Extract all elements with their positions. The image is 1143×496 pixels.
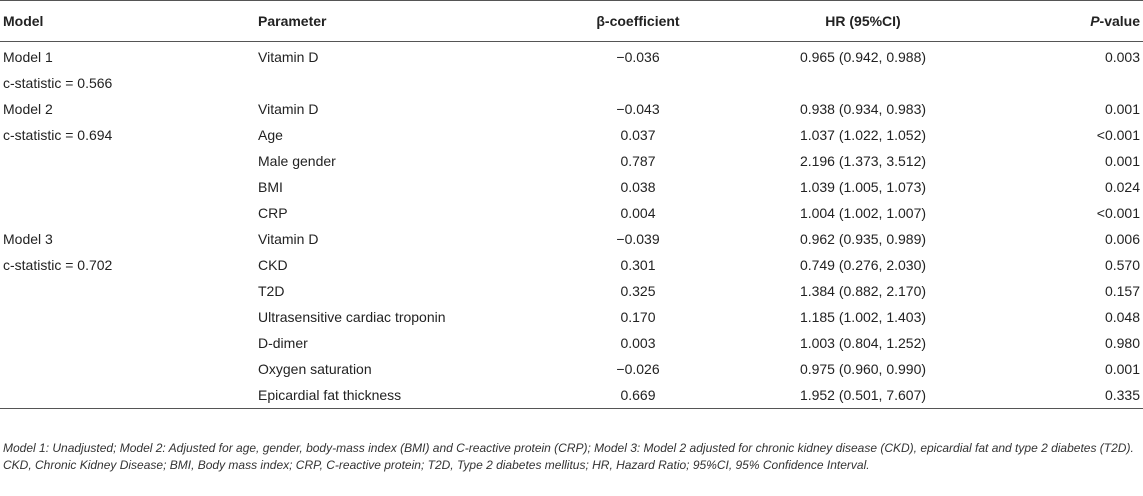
- header-row: [0, 1, 1143, 42]
- table-row: [0, 200, 1143, 226]
- cell-hazard-ratio: 1.384 (0.882, 2.170): [799, 283, 927, 299]
- cell-p-value: 0.001: [1104, 101, 1140, 117]
- cell-parameter: Vitamin D: [258, 101, 319, 117]
- cell-p-value: 0.006: [1104, 231, 1140, 247]
- cell-parameter: [258, 70, 558, 96]
- table-row: [0, 70, 1143, 96]
- table-row: [0, 96, 1143, 122]
- header-parameter: Parameter: [258, 1, 558, 42]
- cell-p-value: <0.001: [1096, 127, 1140, 143]
- cell-model: c-statistic = 0.702: [3, 257, 113, 273]
- cell-hazard-ratio: 0.962 (0.935, 0.989): [799, 231, 927, 247]
- cell-p-value: 0.980: [1104, 335, 1140, 351]
- cell-model: [0, 200, 258, 226]
- cell-beta-coefficient: 0.004: [620, 205, 656, 221]
- cell-parameter: BMI: [258, 179, 283, 195]
- cell-hazard-ratio: [718, 70, 1008, 96]
- header-hazard-ratio: HR (95%CI): [718, 1, 1008, 42]
- table-row: [0, 356, 1143, 382]
- cell-parameter: CKD: [258, 257, 288, 273]
- cell-model: [0, 304, 258, 330]
- table-row: [0, 278, 1143, 304]
- cell-p-value: 0.001: [1104, 361, 1140, 377]
- cell-beta-coefficient: 0.038: [620, 179, 656, 195]
- cell-hazard-ratio: 0.749 (0.276, 2.030): [799, 257, 927, 273]
- cell-parameter: Oxygen saturation: [258, 361, 372, 377]
- cell-model: c-statistic = 0.694: [3, 127, 113, 143]
- cell-parameter: D-dimer: [258, 335, 308, 351]
- table-body: [0, 42, 1143, 409]
- cell-hazard-ratio: 0.938 (0.934, 0.983): [799, 101, 927, 117]
- header-beta-coefficient: β-coefficient: [558, 1, 718, 42]
- table-row: [0, 304, 1143, 330]
- cell-parameter: Epicardial fat thickness: [258, 382, 558, 409]
- cell-model: Model 3: [3, 231, 53, 247]
- cell-hazard-ratio: 1.037 (1.022, 1.052): [799, 127, 927, 143]
- cell-model: [0, 174, 258, 200]
- cell-hazard-ratio: 1.004 (1.002, 1.007): [799, 205, 927, 221]
- cell-beta-coefficient: 0.301: [620, 257, 656, 273]
- cell-beta-coefficient: 0.787: [620, 153, 656, 169]
- cell-model: Model 1: [3, 49, 53, 65]
- cell-p-value: 0.048: [1104, 309, 1140, 325]
- cell-beta-coefficient: 0.037: [620, 127, 656, 143]
- cell-model: [0, 356, 258, 382]
- header-p-suffix: -value: [1099, 13, 1140, 29]
- cell-beta-coefficient: [558, 70, 718, 96]
- cell-p-value: 0.024: [1104, 179, 1140, 195]
- cell-parameter: Male gender: [258, 153, 336, 169]
- cell-model: [0, 148, 258, 174]
- cell-parameter: Vitamin D: [258, 49, 319, 65]
- cell-parameter: Vitamin D: [258, 231, 319, 247]
- cell-p-value: <0.001: [1096, 205, 1140, 221]
- header-model: Model: [0, 1, 258, 42]
- cell-p-value: [1008, 70, 1143, 96]
- table-row: [0, 148, 1143, 174]
- cell-beta-coefficient: −0.039: [616, 231, 660, 247]
- cell-p-value: 0.570: [1104, 257, 1140, 273]
- cell-parameter: Age: [258, 127, 283, 143]
- cell-p-value: 0.335: [1008, 382, 1143, 409]
- header-p-value: [1008, 1, 1143, 42]
- cell-hazard-ratio: 1.003 (0.804, 1.252): [799, 335, 927, 351]
- cell-model: Model 2: [3, 101, 53, 117]
- table-row: [0, 122, 1143, 148]
- cell-hazard-ratio: 2.196 (1.373, 3.512): [799, 153, 927, 169]
- table-row: [0, 42, 1143, 71]
- cell-beta-coefficient: 0.669: [558, 382, 718, 409]
- cell-beta-coefficient: −0.043: [616, 101, 660, 117]
- table-row: [0, 382, 1143, 409]
- cell-beta-coefficient: 0.003: [620, 335, 656, 351]
- cell-beta-coefficient: 0.170: [620, 309, 656, 325]
- table-row: [0, 252, 1143, 278]
- cell-hazard-ratio: 1.952 (0.501, 7.607): [718, 382, 1008, 409]
- table-row: [0, 174, 1143, 200]
- cell-hazard-ratio: 1.185 (1.002, 1.403): [799, 309, 927, 325]
- cell-model: [0, 278, 258, 304]
- cell-p-value: 0.003: [1104, 49, 1140, 65]
- cell-hazard-ratio: 0.965 (0.942, 0.988): [799, 49, 927, 65]
- cell-parameter: CRP: [258, 205, 288, 221]
- cell-model: [0, 382, 258, 409]
- cell-parameter: Ultrasensitive cardiac troponin: [258, 309, 446, 325]
- cell-parameter: T2D: [258, 283, 285, 299]
- table-header: [0, 1, 1143, 42]
- cell-hazard-ratio: 1.039 (1.005, 1.073): [799, 179, 927, 195]
- table-row: [0, 330, 1143, 356]
- cell-beta-coefficient: −0.026: [616, 361, 660, 377]
- cell-beta-coefficient: 0.325: [620, 283, 656, 299]
- cell-p-value: 0.001: [1104, 153, 1140, 169]
- cell-p-value: 0.157: [1104, 283, 1140, 299]
- table-row: [0, 226, 1143, 252]
- table-footnote: Model 1: Unadjusted; Model 2: Adjusted for age, gender, body-mass index (BMI) and C-reactive protein (CRP); Model 3: Model 2 adjusted for chronic kidney disease (CKD), epicardial fat and type 2 diabetes (T2D). CKD, Chronic Kidney Disease; BMI, Body mass index; CRP, C-reactive protein; T2D, Type 2 diabetes mellitus; HR, Hazard Ratio; 95%CI, 95% Confidence Interval.: [3, 441, 1134, 472]
- cell-model: [0, 330, 258, 356]
- cell-model: c-statistic = 0.566: [3, 75, 113, 91]
- cell-hazard-ratio: 0.975 (0.960, 0.990): [799, 361, 927, 377]
- cell-beta-coefficient: −0.036: [616, 49, 660, 65]
- header-p-letter: P: [1090, 13, 1100, 29]
